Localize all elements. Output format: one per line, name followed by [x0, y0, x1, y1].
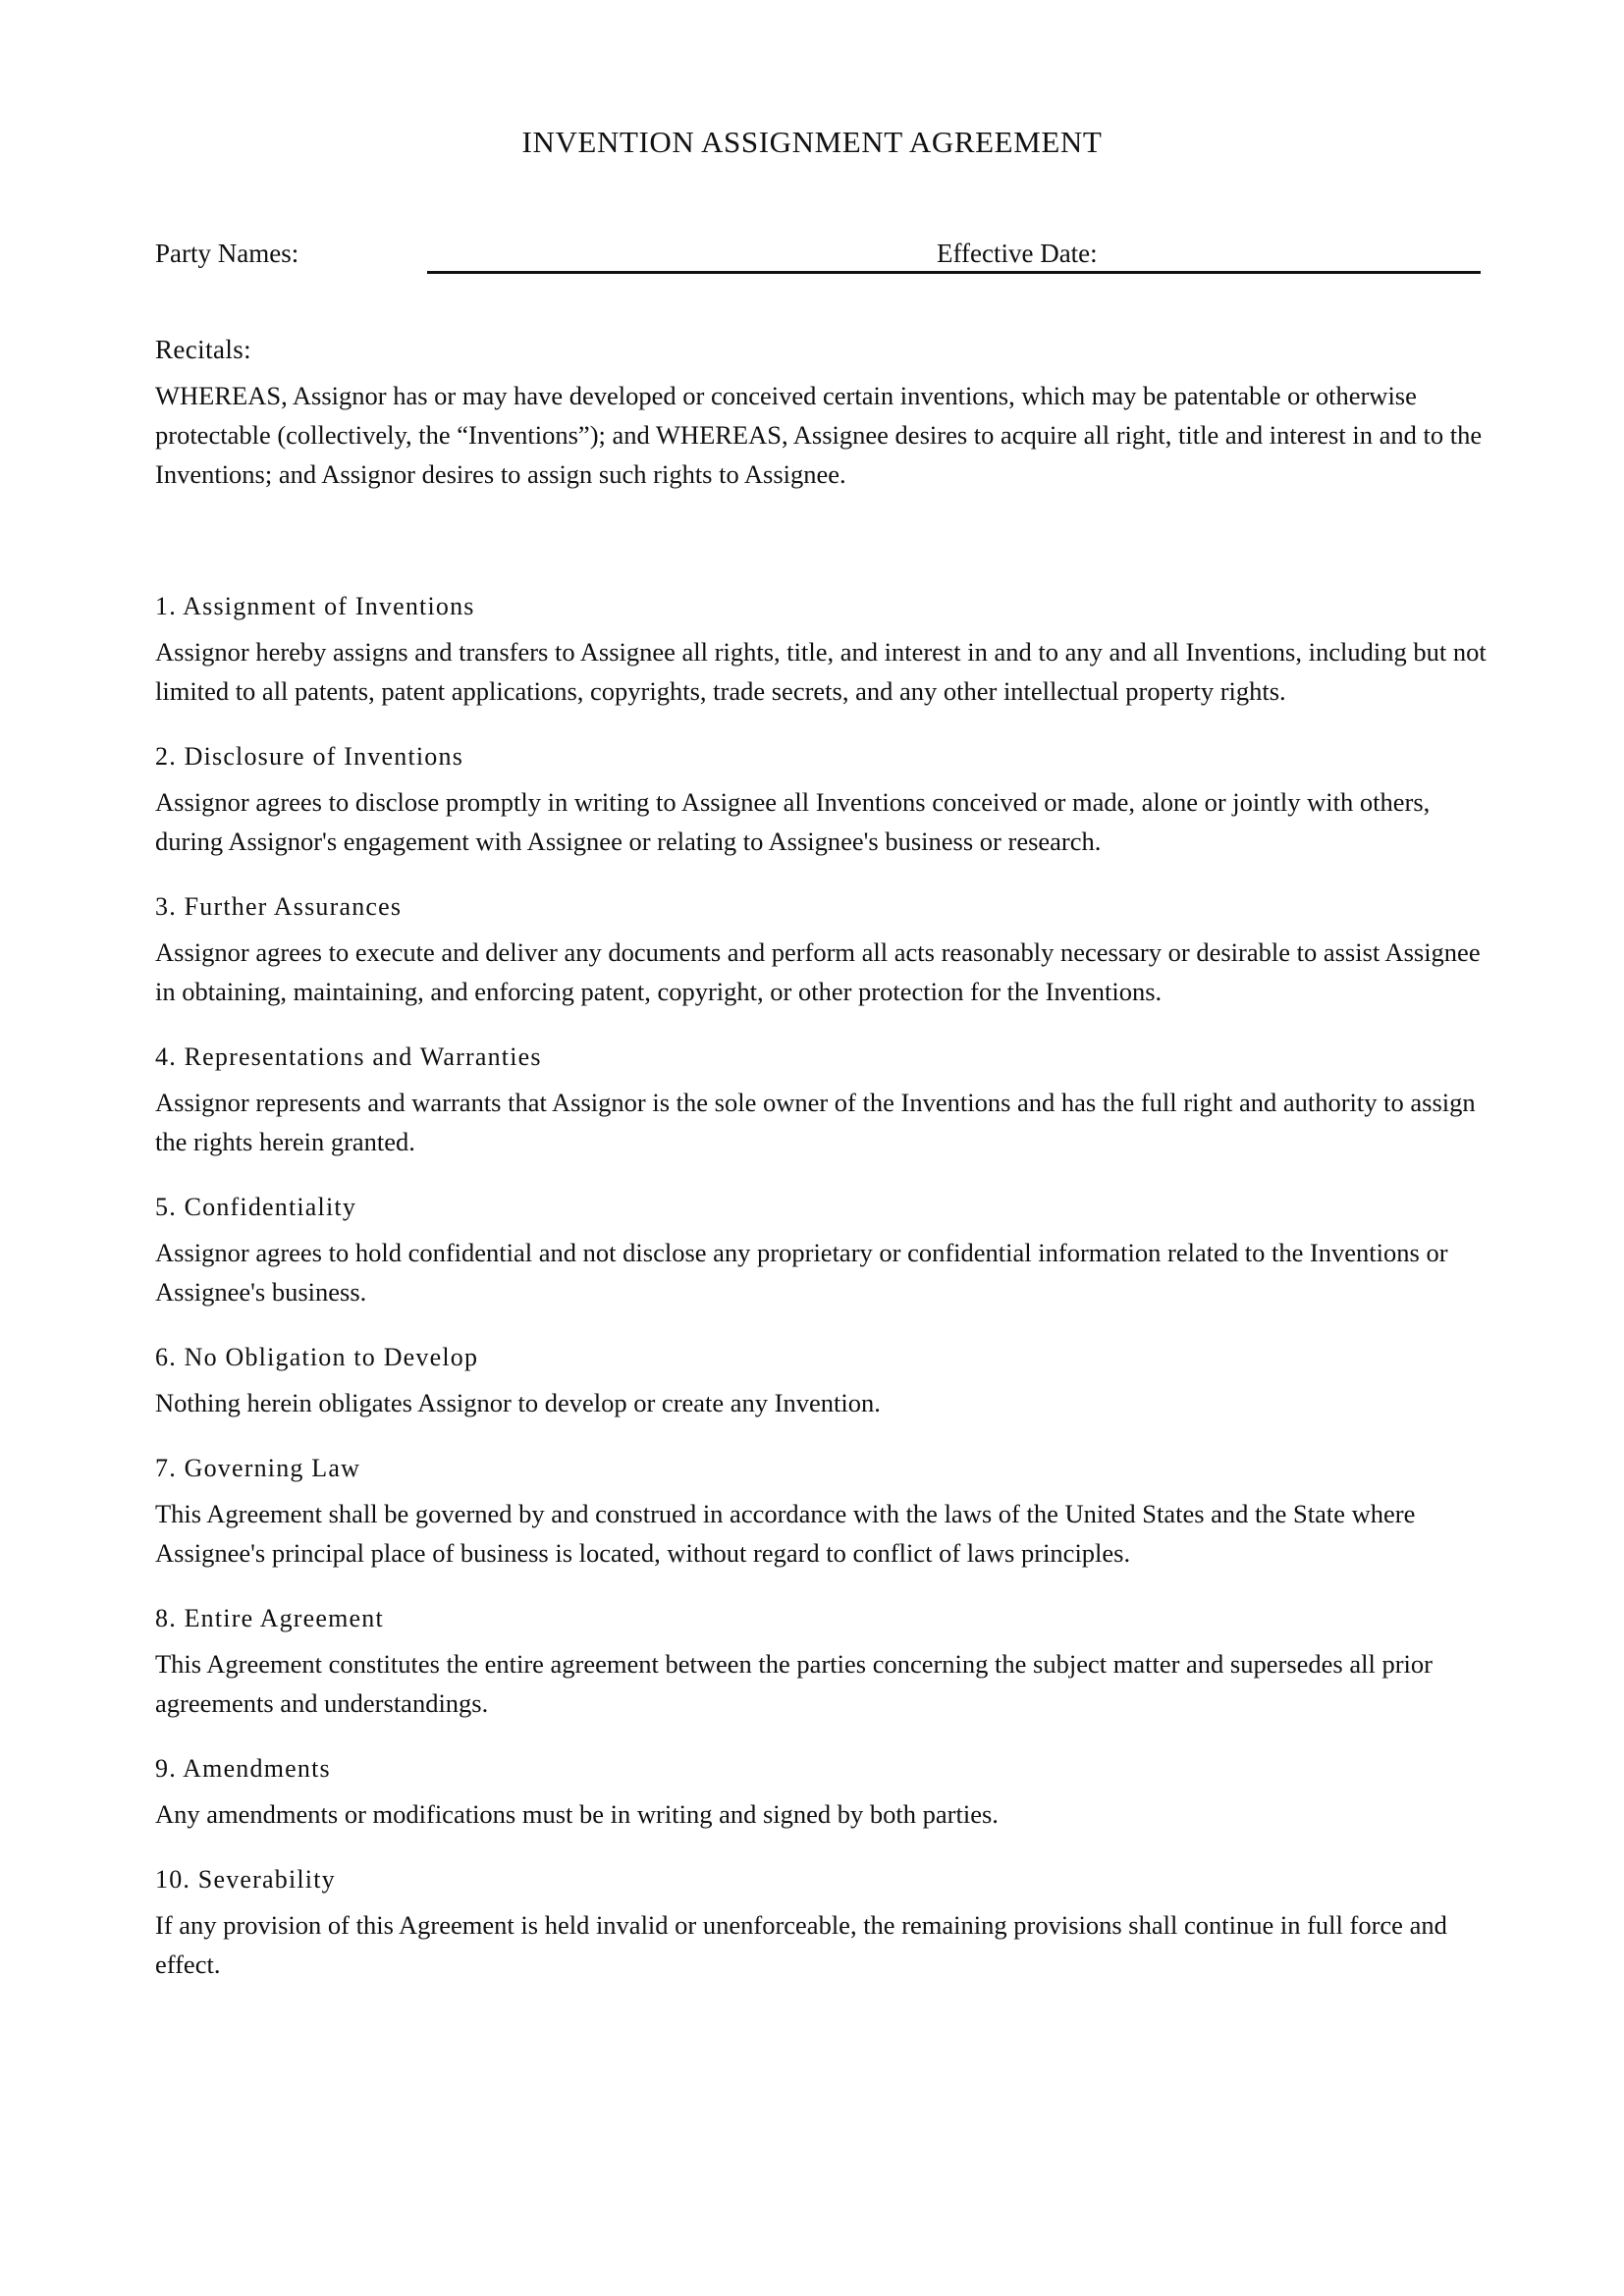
section-heading: 9. Amendments [155, 1754, 331, 1783]
party-date-row [155, 239, 1481, 278]
sections-list [155, 587, 1487, 2010]
section-body: Assignor agrees to execute and deliver any documents and perform all acts reasonably necessary or desirable to assist Assignee in obtaining, maintaining, and enforcing patent, copyright, or other protection for the Inventions. [155, 937, 1481, 1006]
effective-date-label: Effective Date: [937, 239, 1098, 268]
section-heading: 5. Confidentiality [155, 1193, 357, 1221]
section-body: This Agreement shall be governed by and construed in accordance with the laws of the United States and the State where Assignee's principal place of business is located, without regard to conflict of laws principles. [155, 1499, 1416, 1568]
section-heading: 3. Further Assurances [155, 892, 403, 921]
section-body: Assignor represents and warrants that Assignor is the sole owner of the Inventions and has the full right and authority to assign the rights herein granted. [155, 1088, 1476, 1156]
recitals-text: WHEREAS, Assignor has or may have developed or conceived certain inventions, which may be patentable or otherwise protectable (collectively, the “Inventions”); and WHEREAS, Assignee desires to acquire all right, title and interest in and to the Inventions; and Assignor desires to assign such rights to Assignee. [155, 381, 1483, 489]
section-body: This Agreement constitutes the entire agreement between the parties concerning the subject matter and supersedes all prior agreements and understandings. [155, 1649, 1433, 1718]
section-assignment-of-inventions [155, 587, 1487, 711]
section-body: Any amendments or modifications must be in writing and signed by both parties. [155, 1799, 999, 1829]
section-heading: 7. Governing Law [155, 1454, 361, 1482]
document-title: INVENTION ASSIGNMENT AGREEMENT [521, 125, 1103, 159]
section-heading: 10. Severability [155, 1865, 336, 1894]
party-names-label: Party Names: [155, 239, 299, 268]
section-confidentiality [155, 1188, 1487, 1311]
section-body: Assignor agrees to disclose promptly in writing to Assignee all Inventions conceived or made, alone or jointly with others, during Assignor's engagement with Assignee or relating to Assignee's business or research. [155, 787, 1431, 856]
section-heading: 8. Entire Agreement [155, 1604, 384, 1632]
section-heading: 6. No Obligation to Develop [155, 1343, 479, 1371]
section-heading: 4. Representations and Warranties [155, 1042, 542, 1071]
section-no-obligation-to-develop [155, 1338, 1487, 1422]
recitals-label: Recitals: [155, 335, 252, 364]
section-body: Nothing herein obligates Assignor to develop or create any Invention. [155, 1388, 881, 1417]
section-amendments [155, 1749, 1487, 1834]
section-governing-law [155, 1449, 1487, 1573]
section-representations-and-warranties [155, 1038, 1487, 1161]
section-body: Assignor hereby assigns and transfers to Assignee all rights, title, and interest in and to any and all Inventions, including but not limited to all patents, patent applications, copyrights, trade secrets, and any other intellectual property rights. [155, 637, 1487, 706]
section-heading: 1. Assignment of Inventions [155, 592, 475, 620]
section-severability [155, 1860, 1487, 1984]
section-further-assurances [155, 887, 1487, 1011]
section-heading: 2. Disclosure of Inventions [155, 742, 464, 771]
section-body: Assignor agrees to hold confidential and not disclose any proprietary or confidential information related to the Inventions or Assignee's business. [155, 1238, 1448, 1307]
section-body: If any provision of this Agreement is held invalid or unenforceable, the remaining provisions shall continue in full force and effect. [155, 1910, 1447, 1979]
party-names-field[interactable] [427, 271, 1481, 274]
section-disclosure-of-inventions [155, 737, 1487, 861]
section-entire-agreement [155, 1599, 1487, 1723]
